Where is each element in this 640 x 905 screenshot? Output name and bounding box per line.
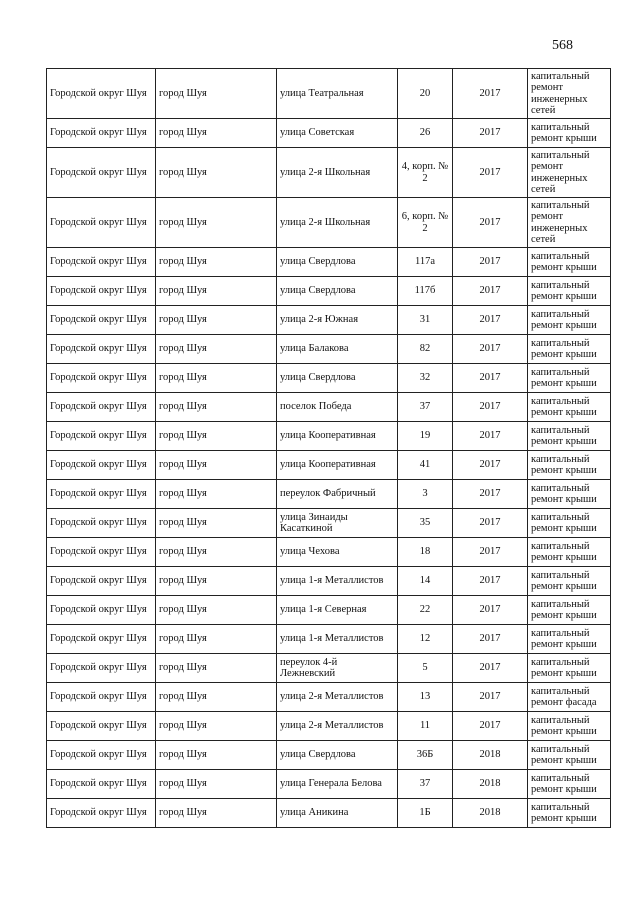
cell-okrug: Городской округ Шуя: [47, 770, 156, 799]
cell-year: 2017: [453, 364, 528, 393]
table-row: [47, 451, 611, 480]
cell-street: улица Кооперативная: [277, 422, 398, 451]
cell-work-type: капитальный ремонт крыши: [528, 712, 611, 741]
cell-okrug: Городской округ Шуя: [47, 69, 156, 119]
cell-work-type: капитальный ремонт крыши: [528, 509, 611, 538]
cell-town: город Шуя: [156, 364, 277, 393]
table-row: [47, 567, 611, 596]
cell-okrug: Городской округ Шуя: [47, 306, 156, 335]
cell-okrug: Городской округ Шуя: [47, 393, 156, 422]
table-row: [47, 422, 611, 451]
cell-okrug: Городской округ Шуя: [47, 335, 156, 364]
cell-work-type: капитальный ремонт крыши: [528, 364, 611, 393]
table-row: [47, 393, 611, 422]
cell-street: улица 2-я Школьная: [277, 148, 398, 198]
cell-okrug: Городской округ Шуя: [47, 596, 156, 625]
cell-street: поселок Победа: [277, 393, 398, 422]
cell-year: 2017: [453, 335, 528, 364]
cell-year: 2017: [453, 625, 528, 654]
cell-street: улица 1-я Металлистов: [277, 567, 398, 596]
cell-work-type: капитальный ремонт крыши: [528, 335, 611, 364]
cell-okrug: Городской округ Шуя: [47, 364, 156, 393]
cell-street: улица Советская: [277, 119, 398, 148]
cell-okrug: Городской округ Шуя: [47, 625, 156, 654]
table-body: [47, 69, 611, 828]
cell-street: улица Театральная: [277, 69, 398, 119]
cell-street: улица 1-я Металлистов: [277, 625, 398, 654]
cell-house-number: 117б: [398, 277, 453, 306]
cell-house-number: 1Б: [398, 799, 453, 828]
cell-okrug: Городской округ Шуя: [47, 451, 156, 480]
cell-town: город Шуя: [156, 683, 277, 712]
cell-town: город Шуя: [156, 799, 277, 828]
cell-house-number: 117а: [398, 248, 453, 277]
cell-year: 2017: [453, 451, 528, 480]
table-row: [47, 625, 611, 654]
cell-street: улица 2-я Металлистов: [277, 683, 398, 712]
cell-street: улица Свердлова: [277, 248, 398, 277]
cell-year: 2017: [453, 248, 528, 277]
cell-work-type: капитальный ремонт крыши: [528, 538, 611, 567]
page-number: 568: [552, 38, 573, 53]
cell-year: 2018: [453, 741, 528, 770]
cell-work-type: капитальный ремонт инженерных сетей: [528, 198, 611, 248]
cell-work-type: капитальный ремонт инженерных сетей: [528, 148, 611, 198]
cell-year: 2017: [453, 509, 528, 538]
cell-town: город Шуя: [156, 148, 277, 198]
cell-town: город Шуя: [156, 198, 277, 248]
cell-okrug: Городской округ Шуя: [47, 248, 156, 277]
cell-town: город Шуя: [156, 451, 277, 480]
cell-work-type: капитальный ремонт крыши: [528, 770, 611, 799]
cell-year: 2017: [453, 538, 528, 567]
cell-house-number: 14: [398, 567, 453, 596]
cell-house-number: 82: [398, 335, 453, 364]
table-row: [47, 148, 611, 198]
cell-year: 2017: [453, 567, 528, 596]
cell-work-type: капитальный ремонт крыши: [528, 799, 611, 828]
cell-town: город Шуя: [156, 422, 277, 451]
cell-house-number: 22: [398, 596, 453, 625]
cell-street: улица Зинаиды Касаткиной: [277, 509, 398, 538]
cell-okrug: Городской округ Шуя: [47, 422, 156, 451]
cell-town: город Шуя: [156, 393, 277, 422]
cell-okrug: Городской округ Шуя: [47, 567, 156, 596]
cell-town: город Шуя: [156, 509, 277, 538]
cell-town: город Шуя: [156, 770, 277, 799]
cell-okrug: Городской округ Шуя: [47, 509, 156, 538]
cell-work-type: капитальный ремонт крыши: [528, 248, 611, 277]
cell-work-type: капитальный ремонт крыши: [528, 393, 611, 422]
cell-work-type: капитальный ремонт инженерных сетей: [528, 69, 611, 119]
cell-okrug: Городской округ Шуя: [47, 119, 156, 148]
cell-work-type: капитальный ремонт крыши: [528, 625, 611, 654]
cell-year: 2017: [453, 69, 528, 119]
cell-year: 2017: [453, 119, 528, 148]
cell-town: город Шуя: [156, 119, 277, 148]
cell-street: улица Балакова: [277, 335, 398, 364]
cell-street: улица Генерала Белова: [277, 770, 398, 799]
cell-town: город Шуя: [156, 625, 277, 654]
cell-street: переулок Фабричный: [277, 480, 398, 509]
cell-okrug: Городской округ Шуя: [47, 683, 156, 712]
table-row: [47, 741, 611, 770]
cell-house-number: 37: [398, 770, 453, 799]
cell-street: улица 2-я Южная: [277, 306, 398, 335]
cell-okrug: Городской округ Шуя: [47, 538, 156, 567]
cell-year: 2017: [453, 712, 528, 741]
table-row: [47, 683, 611, 712]
cell-work-type: капитальный ремонт крыши: [528, 422, 611, 451]
table-row: [47, 119, 611, 148]
cell-house-number: 26: [398, 119, 453, 148]
cell-street: улица Свердлова: [277, 277, 398, 306]
cell-work-type: капитальный ремонт крыши: [528, 451, 611, 480]
table-row: [47, 198, 611, 248]
cell-year: 2018: [453, 770, 528, 799]
table-row: [47, 712, 611, 741]
cell-work-type: капитальный ремонт крыши: [528, 596, 611, 625]
table-row: [47, 335, 611, 364]
cell-street: улица Чехова: [277, 538, 398, 567]
cell-street: улица 2-я Металлистов: [277, 712, 398, 741]
cell-year: 2017: [453, 148, 528, 198]
cell-town: город Шуя: [156, 335, 277, 364]
cell-town: город Шуя: [156, 654, 277, 683]
cell-year: 2017: [453, 422, 528, 451]
table-row: [47, 364, 611, 393]
cell-okrug: Городской округ Шуя: [47, 712, 156, 741]
table-row: [47, 596, 611, 625]
cell-work-type: капитальный ремонт крыши: [528, 567, 611, 596]
registry-table: [46, 68, 611, 828]
cell-house-number: 13: [398, 683, 453, 712]
cell-house-number: 32: [398, 364, 453, 393]
cell-work-type: капитальный ремонт крыши: [528, 654, 611, 683]
cell-town: город Шуя: [156, 248, 277, 277]
cell-town: город Шуя: [156, 596, 277, 625]
table-row: [47, 248, 611, 277]
cell-town: город Шуя: [156, 712, 277, 741]
table-row: [47, 480, 611, 509]
cell-town: город Шуя: [156, 538, 277, 567]
cell-town: город Шуя: [156, 567, 277, 596]
cell-work-type: капитальный ремонт крыши: [528, 119, 611, 148]
table-row: [47, 799, 611, 828]
cell-work-type: капитальный ремонт крыши: [528, 480, 611, 509]
cell-okrug: Городской округ Шуя: [47, 741, 156, 770]
cell-town: город Шуя: [156, 306, 277, 335]
cell-house-number: 18: [398, 538, 453, 567]
cell-okrug: Городской округ Шуя: [47, 654, 156, 683]
cell-okrug: Городской округ Шуя: [47, 198, 156, 248]
cell-work-type: капитальный ремонт крыши: [528, 741, 611, 770]
cell-work-type: капитальный ремонт фасада: [528, 683, 611, 712]
cell-house-number: 20: [398, 69, 453, 119]
table-row: [47, 654, 611, 683]
cell-year: 2017: [453, 393, 528, 422]
cell-year: 2017: [453, 480, 528, 509]
cell-town: город Шуя: [156, 69, 277, 119]
cell-house-number: 41: [398, 451, 453, 480]
table-row: [47, 538, 611, 567]
cell-year: 2017: [453, 596, 528, 625]
cell-house-number: 37: [398, 393, 453, 422]
cell-house-number: 35: [398, 509, 453, 538]
cell-house-number: 4, корп. № 2: [398, 148, 453, 198]
cell-town: город Шуя: [156, 741, 277, 770]
cell-street: переулок 4-й Лежневский: [277, 654, 398, 683]
cell-house-number: 19: [398, 422, 453, 451]
cell-year: 2017: [453, 198, 528, 248]
cell-street: улица Свердлова: [277, 364, 398, 393]
cell-year: 2017: [453, 277, 528, 306]
cell-house-number: 31: [398, 306, 453, 335]
cell-work-type: капитальный ремонт крыши: [528, 277, 611, 306]
cell-town: город Шуя: [156, 277, 277, 306]
cell-year: 2017: [453, 654, 528, 683]
cell-house-number: 36Б: [398, 741, 453, 770]
cell-house-number: 3: [398, 480, 453, 509]
cell-year: 2017: [453, 306, 528, 335]
cell-house-number: 6, корп. № 2: [398, 198, 453, 248]
cell-year: 2017: [453, 683, 528, 712]
cell-okrug: Городской округ Шуя: [47, 277, 156, 306]
cell-street: улица Кооперативная: [277, 451, 398, 480]
cell-year: 2018: [453, 799, 528, 828]
cell-street: улица 2-я Школьная: [277, 198, 398, 248]
cell-street: улица Свердлова: [277, 741, 398, 770]
cell-okrug: Городской округ Шуя: [47, 148, 156, 198]
table-row: [47, 509, 611, 538]
cell-house-number: 11: [398, 712, 453, 741]
cell-okrug: Городской округ Шуя: [47, 799, 156, 828]
cell-town: город Шуя: [156, 480, 277, 509]
cell-house-number: 5: [398, 654, 453, 683]
cell-work-type: капитальный ремонт крыши: [528, 306, 611, 335]
cell-okrug: Городской округ Шуя: [47, 480, 156, 509]
table-row: [47, 306, 611, 335]
table-row: [47, 770, 611, 799]
table-row: [47, 277, 611, 306]
cell-street: улица 1-я Северная: [277, 596, 398, 625]
cell-house-number: 12: [398, 625, 453, 654]
table-row: [47, 69, 611, 119]
cell-street: улица Аникина: [277, 799, 398, 828]
